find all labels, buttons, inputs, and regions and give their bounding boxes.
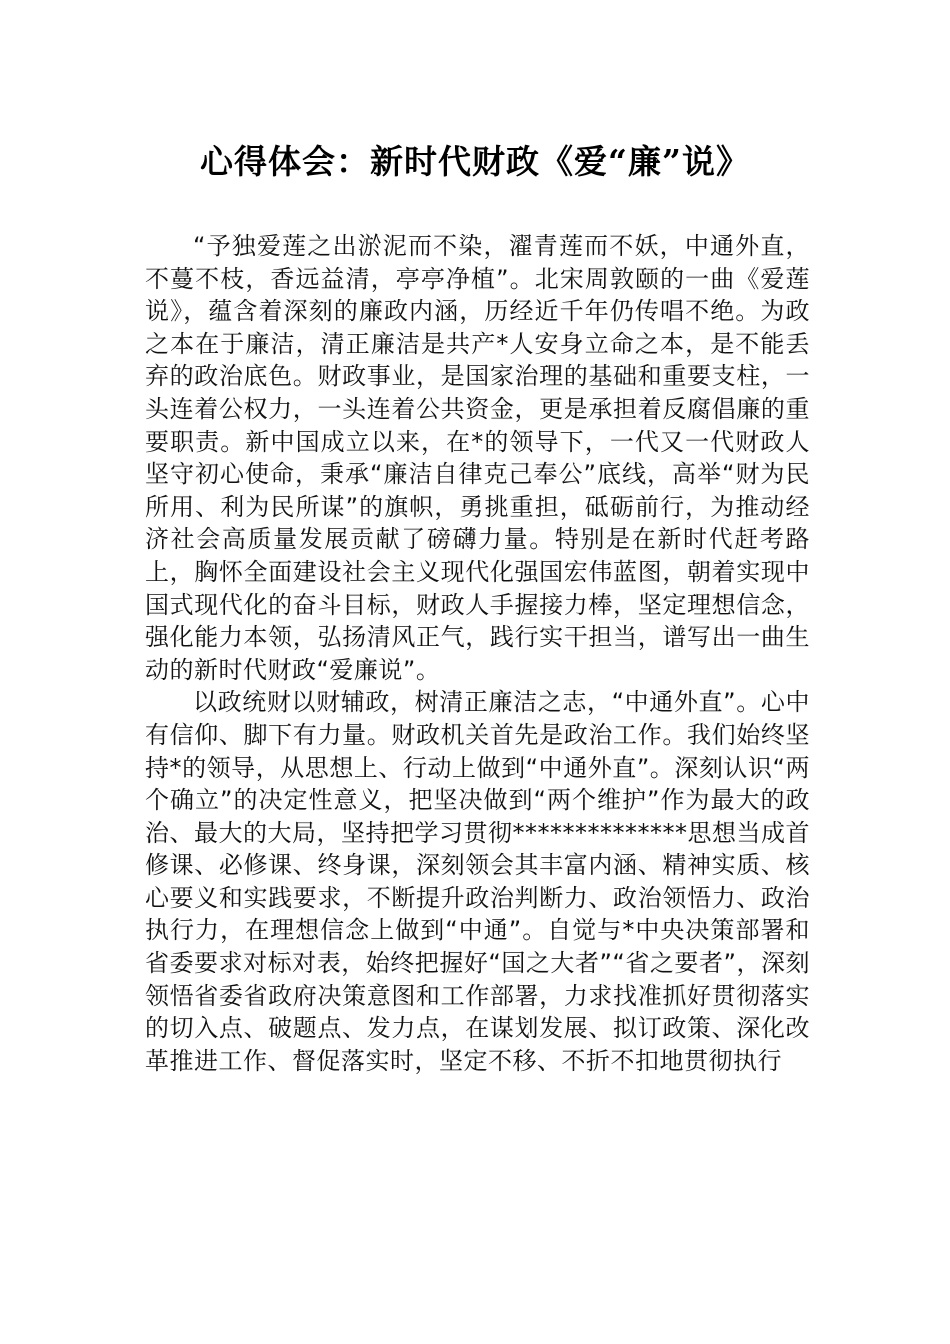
paragraph: “予独爱莲之出淤泥而不染，濯青莲而不妖，中通外直，不蔓不枝，香远益清，亭亭净植”。北宋周敦颐的一曲《爱莲说》，蕴含着深刻的廉政内涵，历经近千年仍传唱不绝。为政之本在于廉洁，清正廉洁是共产*人安身立命之本，是不能丢弃的政治底色。财政事业，是国家治理的基础和重要支柱，一头连着公权力，一头连着公共资金，更是承担着反腐倡廉的重要职责。新中国成立以来，在*的领导下，一代又一代财政人坚守初心使命，秉承“廉洁自律克己奉公”底线，高举“财为民所用、利为民所谋”的旗帜，勇挑重担，砥砺前行，为推动经济社会高质量发展贡献了磅礴力量。特别是在新时代赶考路上，胸怀全面建设社会主义现代化强国宏伟蓝图，朝着实现中国式现代化的奋斗目标，财政人手握接力棒，坚定理想信念，强化能力本领，弘扬清风正气，践行实干担当，谱写出一曲生动的新时代财政“爱廉说”。 <box>145 232 810 684</box>
document-body <box>145 230 810 1077</box>
document-title: 心得体会：新时代财政《爱“廉”说》 <box>200 142 750 181</box>
paragraph: 以政统财以财辅政，树清正廉洁之志，“中通外直”。心中有信仰、脚下有力量。财政机关首先是政治工作。我们始终坚持*的领导，从思想上、行动上做到“中通外直”。深刻认识“两个确立”的决定性意义，把坚决做到“两个维护”作为最大的政治、最大的大局，坚持把学习贯彻**************思想当成首修课、必修课、终身课，深刻领会其丰富内涵、精神实质、核心要义和实践要求，不断提升政治判断力、政治领悟力、政治执行力，在理想信念上做到“中通”。自觉与*中央决策部署和省委要求对标对表，始终把握好“国之大者”“省之要者”，深刻领悟省委省政府决策意图和工作部署，力求找准抓好贯彻落实的切入点、破题点、发力点，在谋划发展、拟订政策、深化改革推进工作、督促落实时，坚定不移、不折不扣地贯彻执行 <box>145 688 810 1075</box>
